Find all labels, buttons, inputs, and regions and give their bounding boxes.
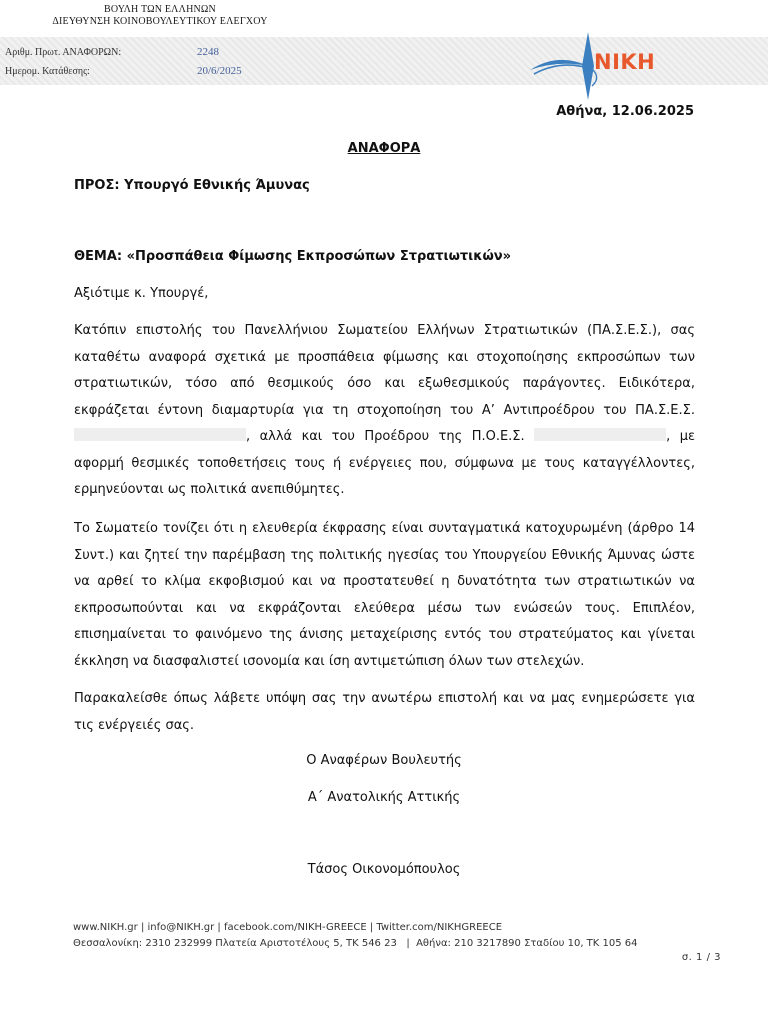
filing-date-value: 20/6/2025 <box>197 65 242 77</box>
paragraph-2: Το Σωματείο τονίζει ότι η ελευθερία έκφρασης είναι συνταγματικά κατοχυρωμένη (άρθρο 14 Συντ.) και ζητεί την παρέμβαση της πολιτικής ηγεσίας του Υπουργείου Εθνικής Άμυνας ώστε να αρθεί το κλίμα εκφοβισμού και να προστατευθεί η δυνατότητα των στρατιωτικών να εκπροσωπούνται και να εκφράζονται ελεύθερα μέσω των ενώσεών τους. Επιπλέον, επισημαίνεται το φαινόμενο της άνισης μεταχείρισης εντός του στρατεύματος και γίνεται έκκληση να διασφαλιστεί ισονομία και ίση αντιμετώπιση όλων των στελεχών. <box>74 521 695 669</box>
filing-date-label: Ημερομ. Κατάθεσης: <box>5 66 90 77</box>
signoff-name: Τάσος Οικονομόπουλος <box>307 862 461 877</box>
org-department: ΔΙΕΥΘΥΝΣΗ ΚΟΙΝΟΒΟΥΛΕΥΤΙΚΟΥ ΕΛΕΓΧΟΥ <box>52 16 268 27</box>
redacted-name-2 <box>534 428 666 441</box>
signoff-role: Ο Αναφέρων Βουλευτής <box>306 753 462 768</box>
paragraph-3: Παρακαλείσθε όπως λάβετε υπόψη σας την ανωτέρω επιστολή και να μας ενημερώσετε για τις ενέργειές σας. <box>74 691 695 733</box>
place-date: Αθήνα, 12.06.2025 <box>556 104 694 119</box>
greeting: Αξιότιμε κ. Υπουργέ, <box>74 286 209 301</box>
redacted-name-1 <box>74 428 246 441</box>
signoff-region: Α΄ Ανατολικής Αττικής <box>307 790 461 805</box>
paragraph-1-part-a: Κατόπιν επιστολής του Πανελλήνιου Σωματείου Ελλήνων Στρατιωτικών (ΠΑ.Σ.Ε.Σ.), σας καταθέτω αναφορά σχετικά με προσπάθεια φίμωσης και στοχοποίησης εκπροσώπων των στρατιωτικών, τόσο από θεσμικούς όσο και εξωθεσμικούς παράγοντες. Ειδικότερα, εκφράζεται έντονη διαμαρτυρία για τη στοχοποίηση του Α’ Αντιπροέδρου του ΠΑ.Σ.Ε.Σ. <box>74 323 695 418</box>
parliament-stamp-header <box>0 4 320 28</box>
paragraph-1-part-c: αλλά και του Προέδρου της Π.Ο.Ε.Σ. <box>259 429 525 444</box>
protocol-label: Αριθμ. Πρωτ. ΑΝΑΦΟΡΩΝ: <box>5 47 122 58</box>
org-name: ΒΟΥΛΗ ΤΩΝ ΕΛΛΗΝΩΝ <box>104 4 216 15</box>
subject-line: ΘΕΜΑ: «Προσπάθεια Φίμωσης Εκπροσώπων Στρατιωτικών» <box>74 249 512 264</box>
footer-addresses: Θεσσαλονίκη: 2310 232999 Πλατεία Αριστοτέλους 5, ΤΚ 546 23 | Αθήνα: 210 3217890 Σταδίου 10, ΤΚ 105 64 <box>73 938 638 949</box>
paragraph-1 <box>74 318 695 504</box>
recipient-line: ΠΡΟΣ: Υπουργό Εθνικής Άμυνας <box>74 178 310 193</box>
document-title: ΑΝΑΦΟΡΑ <box>347 141 421 156</box>
footer-contacts: www.NIKH.gr | info@NIKH.gr | facebook.com/NIKH-GREECE | Twitter.com/NIKHGREECE <box>73 922 503 933</box>
protocol-value: 2248 <box>197 46 219 58</box>
paragraph-1-part-b: , <box>246 429 251 444</box>
page-number: σ. 1 / 3 <box>681 952 721 963</box>
nikh-logo-text: NIKH <box>594 50 656 74</box>
paragraph-1-part-d: , με αφορμή θεσμικές τοποθετήσεις τους ή ενέργειες που, σύμφωνα με τους καταγγέλλοντες, ερμηνεύονται ως πολιτικά ανεπιθύμητες. <box>74 429 695 497</box>
